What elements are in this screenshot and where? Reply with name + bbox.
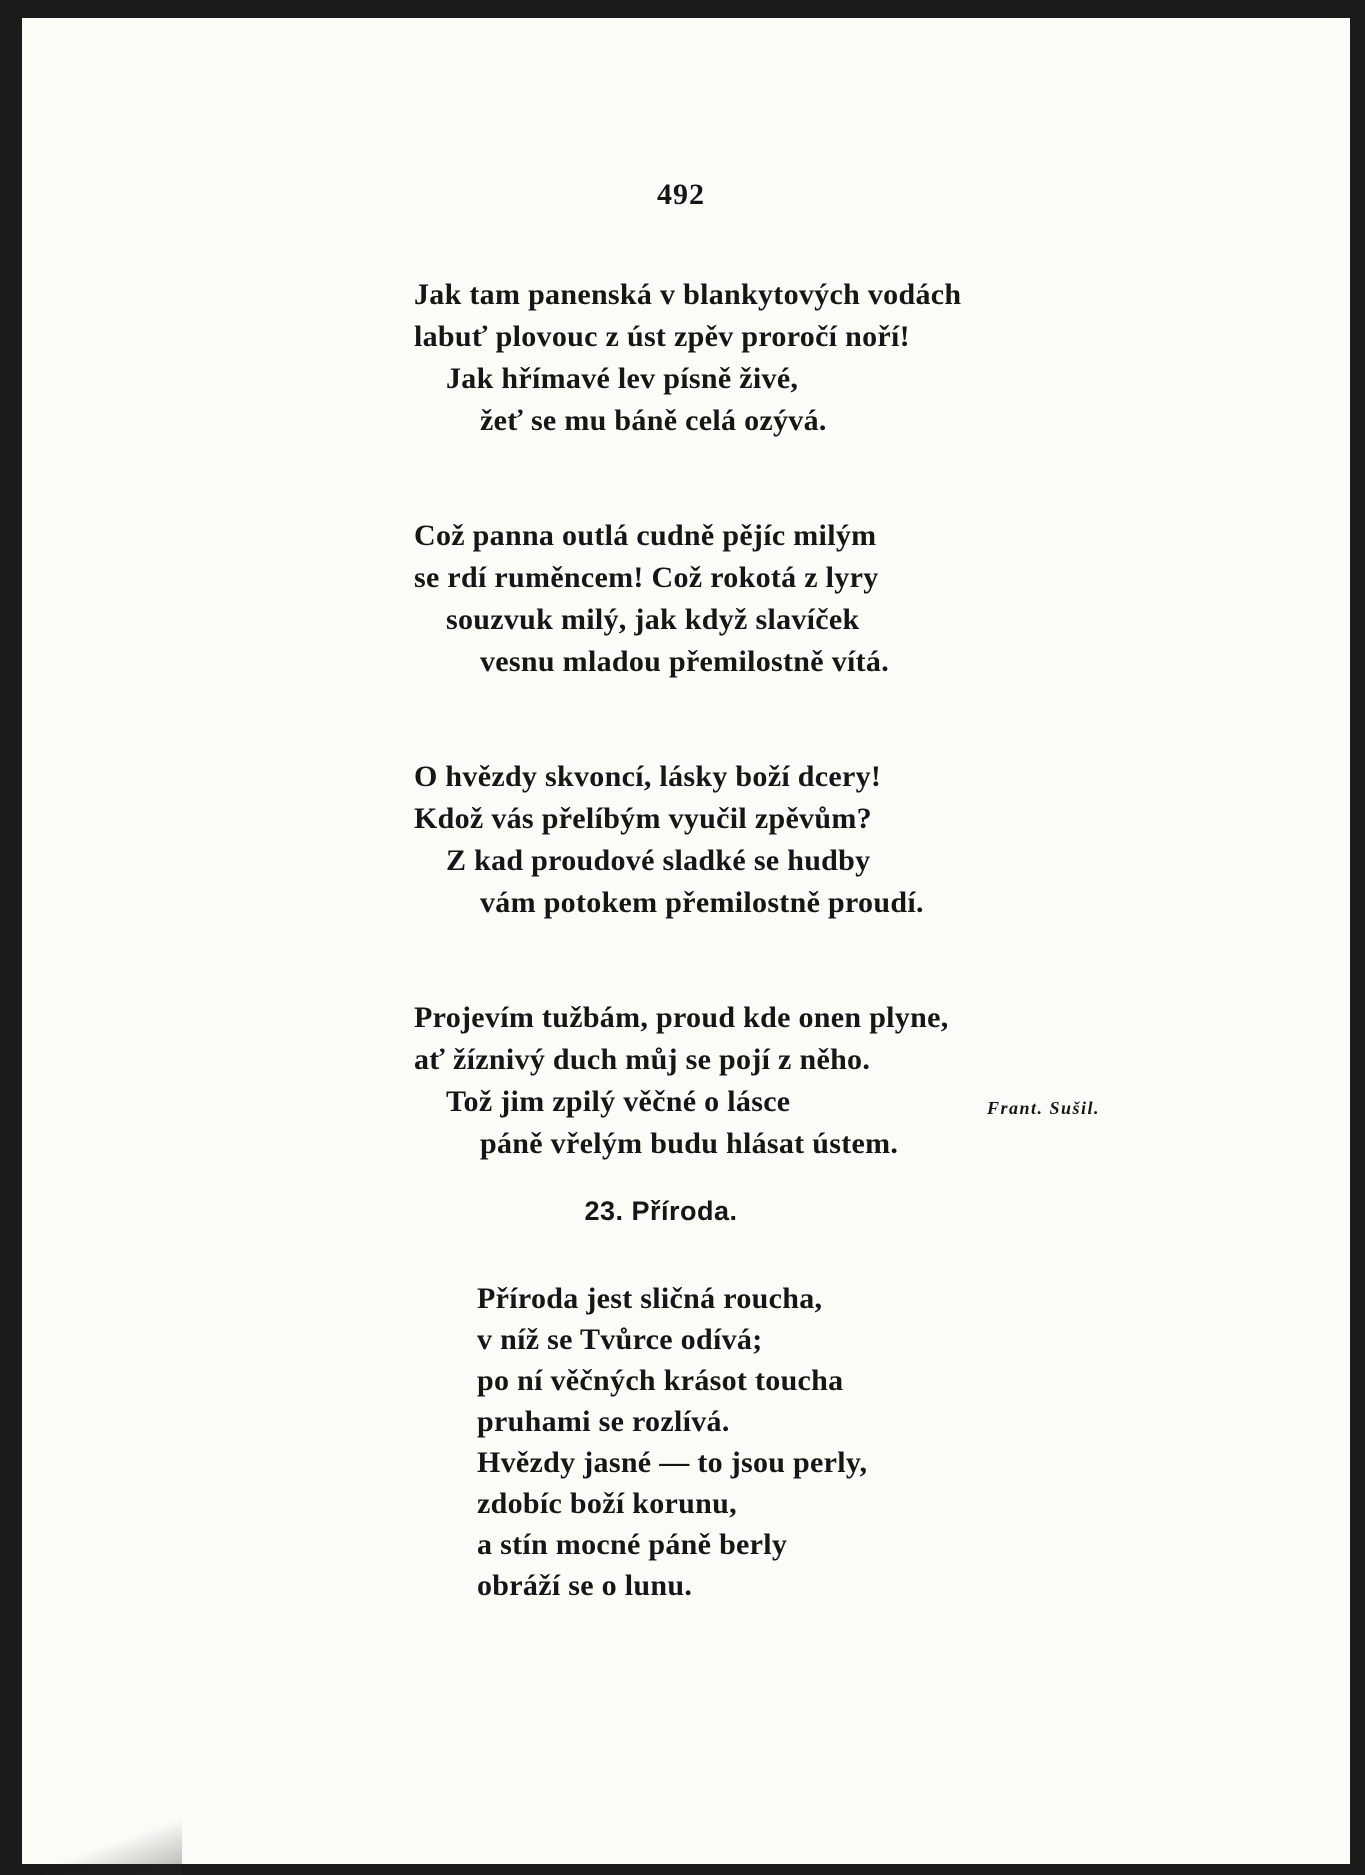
poem-line: Tož jim zpilý věčné o lásce xyxy=(446,1085,791,1118)
poem-line: O hvězdy skvoncí, lásky boží dcery! xyxy=(414,760,882,793)
poem-line: pruhami se rozlívá. xyxy=(477,1405,730,1438)
poem-line: ať žíznivý duch můj se pojí z něho. xyxy=(414,1043,871,1076)
poem-priroda xyxy=(477,1278,867,1606)
book-page xyxy=(22,18,1350,1864)
poem-line: obráží se o lunu. xyxy=(477,1569,693,1602)
stanza-2 xyxy=(414,515,1214,683)
stanza-3 xyxy=(414,756,1214,924)
author-signature: Frant. Sušil. xyxy=(987,1098,1101,1118)
poem-line: zdobíc boží korunu, xyxy=(477,1487,737,1520)
poem-line: Jak tam panenská v blankytových vodách xyxy=(414,278,962,311)
poem-line: vám potokem přemilostně proudí. xyxy=(480,886,924,919)
poem-line: Projevím tužbám, proud kde onen plyne, xyxy=(414,1001,949,1034)
poem-line: v níž se Tvůrce odívá; xyxy=(477,1323,763,1356)
section-title: 23. Příroda. xyxy=(584,1196,738,1226)
poem-line: po ní věčných krásot toucha xyxy=(477,1364,844,1397)
poem-line: žeť se mu báně celá ozývá. xyxy=(480,404,827,437)
poem-line: Jak hřímavé lev písně živé, xyxy=(446,362,799,395)
poem-line: labuť plovouc z úst zpěv proročí noří! xyxy=(414,320,910,353)
page-corner-shadow xyxy=(22,1805,182,1875)
poem-line: se rdí ruměncem! Což rokotá z lyry xyxy=(414,561,879,594)
stanza-4 xyxy=(414,997,1214,1165)
poem-line: souzvuk milý, jak když slavíček xyxy=(446,603,860,636)
poem-line: Což panna outlá cudně pějíc milým xyxy=(414,519,877,552)
poem-line: páně vřelým budu hlásat ústem. xyxy=(480,1127,899,1160)
poem-line: Z kad proudové sladké se hudby xyxy=(446,844,871,877)
poem-line: Příroda jest sličná roucha, xyxy=(477,1282,823,1315)
poem-line: Hvězdy jasné — to jsou perly, xyxy=(477,1446,868,1479)
poem-suil xyxy=(414,274,1214,1238)
poem-line: a stín mocné páně berly xyxy=(477,1528,788,1561)
page-number: 492 xyxy=(657,178,705,211)
poem-line: Kdož vás přelíbým vyučil zpěvům? xyxy=(414,802,872,835)
poem-line: vesnu mladou přemilostně vítá. xyxy=(480,645,890,678)
stanza-1 xyxy=(414,274,1214,442)
